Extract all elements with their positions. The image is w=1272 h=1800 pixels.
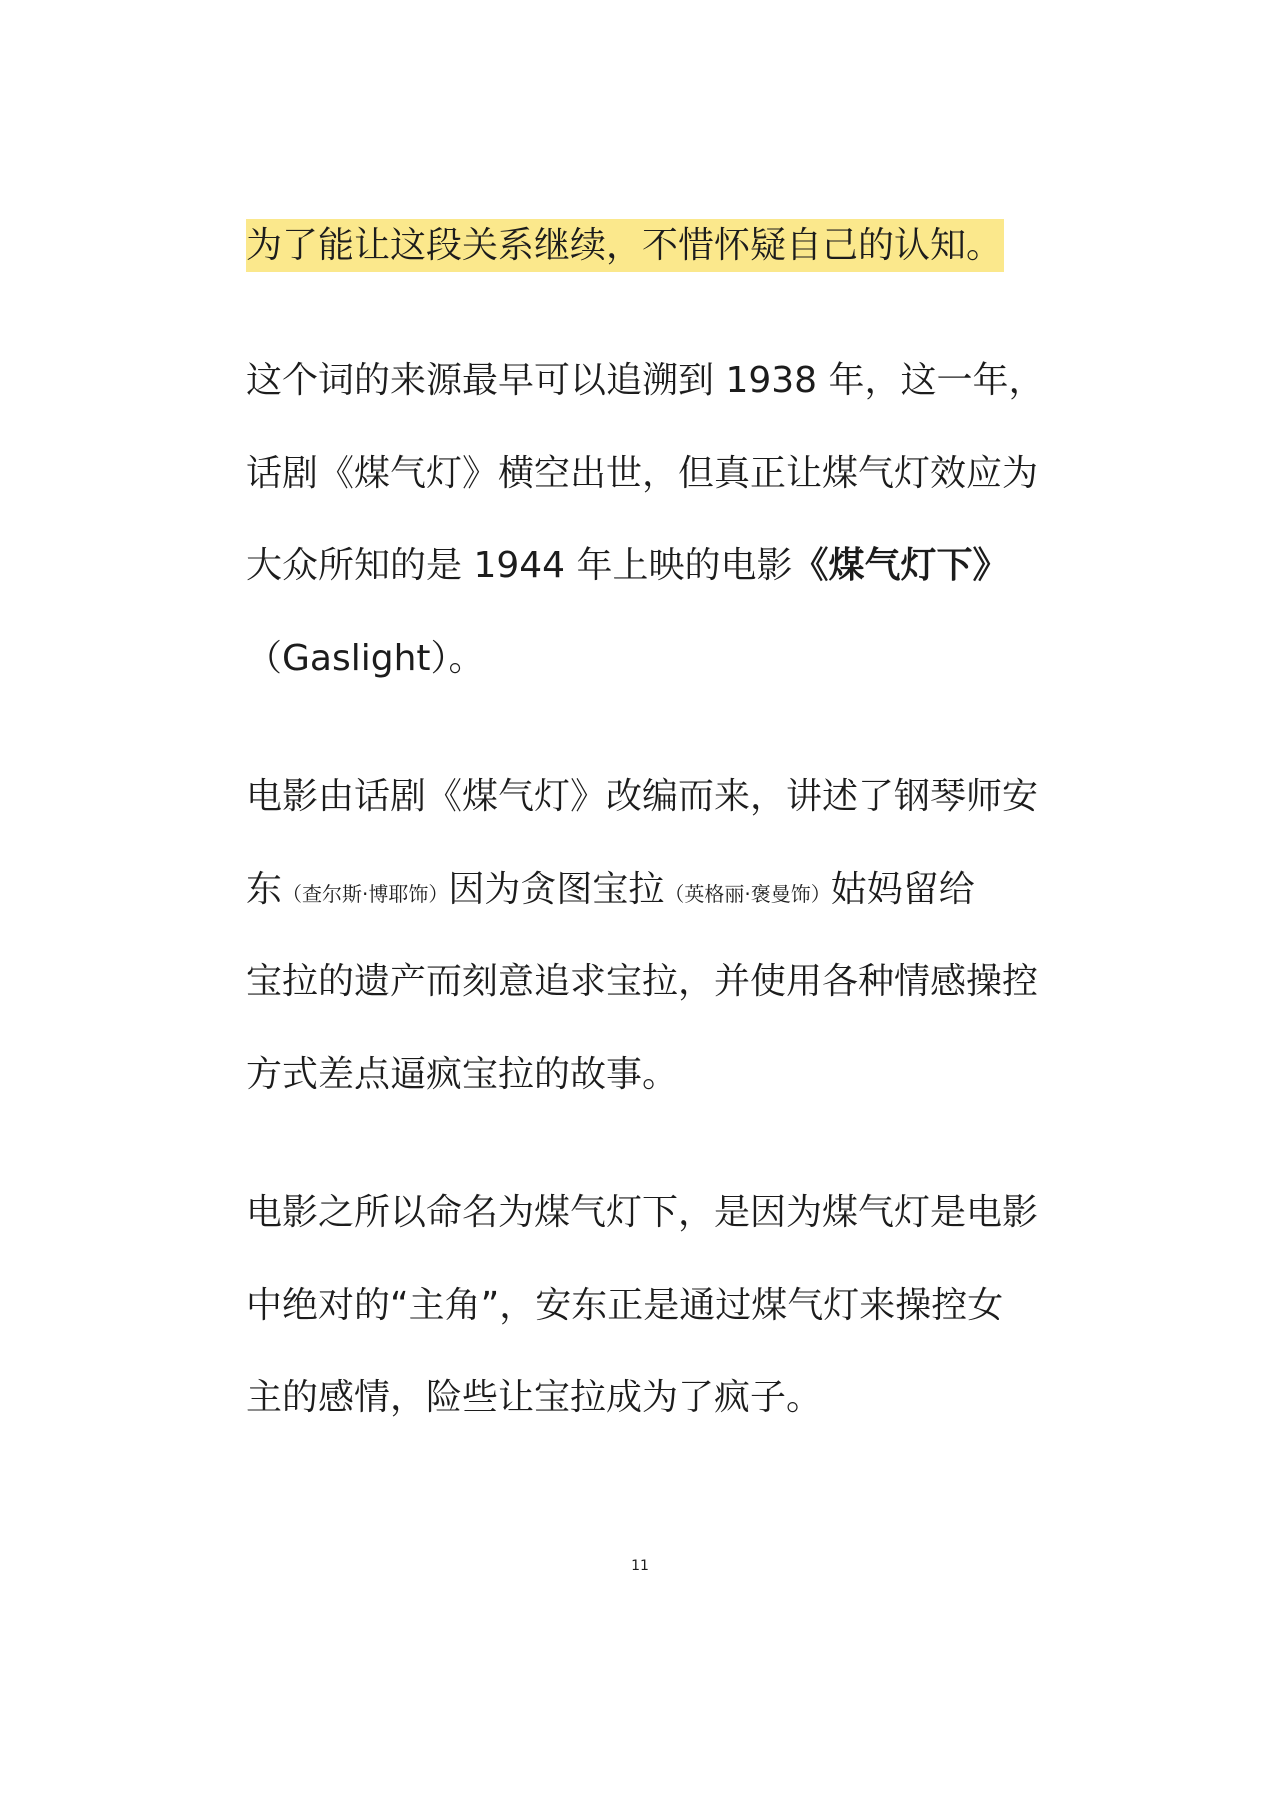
text-line: 宝拉的遗产而刻意追求宝拉，并使用各种情感操控 bbox=[246, 961, 1039, 1002]
film-title-bold: 《煤气灯下》 bbox=[792, 545, 1009, 586]
text-line: 电影由话剧《煤气灯》改编而来，讲述了钢琴师安 bbox=[246, 776, 1039, 817]
text-line: 电影之所以命名为煤气灯下，是因为煤气灯是电影 bbox=[246, 1192, 1039, 1233]
text-line bbox=[246, 844, 1066, 937]
highlighted-sentence-line bbox=[246, 217, 1066, 275]
highlighted-sentence: 为了能让这段关系继续，不惜怀疑自己的认知。 bbox=[246, 219, 1004, 272]
actor-note: （英格丽·褒曼饰） bbox=[664, 881, 831, 906]
text-segment: 大众所知的是 1944 年上映的电影 bbox=[246, 545, 793, 586]
text-line: 中绝对的“主角”，安东正是通过煤气灯来操控女 bbox=[246, 1284, 1004, 1326]
text-line: 这个词的来源最早可以追溯到 1938 年，这一年， bbox=[246, 360, 1045, 401]
text-line: （Gaslight）。 bbox=[246, 637, 485, 679]
text-segment: 东 bbox=[246, 868, 283, 910]
text-line: 方式差点逼疯宝拉的故事。 bbox=[246, 1053, 679, 1095]
actor-note: （查尔斯·博耶饰） bbox=[282, 881, 449, 906]
text-line: 主的感情，险些让宝拉成为了疯子。 bbox=[246, 1377, 823, 1418]
text-line: 话剧《煤气灯》横空出世，但真正让煤气灯效应为 bbox=[246, 452, 1039, 494]
text-segment: 因为贪图宝拉 bbox=[448, 868, 665, 910]
text-line bbox=[246, 520, 1066, 613]
paragraph-term-origin bbox=[246, 335, 1066, 705]
paragraph-film-plot bbox=[246, 751, 1066, 1121]
text-segment: 姑妈留给 bbox=[830, 868, 975, 910]
paragraph-title-meaning bbox=[246, 1167, 1066, 1445]
page-content bbox=[246, 217, 1066, 1445]
page-number: 11 bbox=[631, 1558, 649, 1574]
